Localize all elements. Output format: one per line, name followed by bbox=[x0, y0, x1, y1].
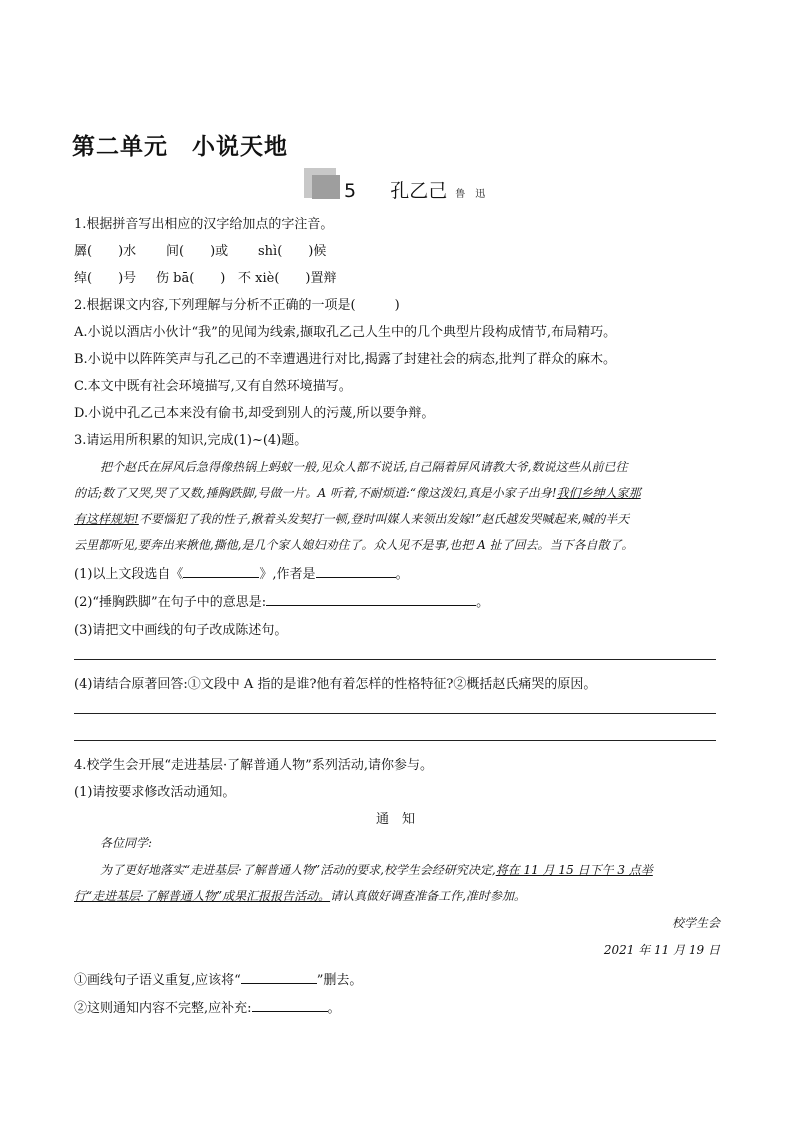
lesson-number: 5 bbox=[344, 180, 357, 202]
q1-item: 绰( )号 bbox=[74, 271, 137, 286]
answer-blank[interactable] bbox=[316, 563, 396, 578]
q2-option-b: B.小说中以阵阵笑声与孔乙己的不幸遭遇进行对比,揭露了封建社会的病态,批判了群众的麻木。 bbox=[74, 352, 616, 367]
lesson-name: 孔乙己 bbox=[390, 180, 448, 202]
q1-item: shì( )候 bbox=[258, 244, 327, 259]
passage-line bbox=[74, 510, 629, 527]
q1-item: 不 xiè( )置辩 bbox=[238, 271, 337, 286]
q2-option-d: D.小说中孔乙己本来没有偷书,却受到别人的污蔑,所以要争辩。 bbox=[74, 406, 435, 421]
notice-title: 通 知 bbox=[376, 812, 416, 827]
q1-item: 羼( )水 bbox=[74, 244, 137, 259]
passage-line: 云里都听见,要奔出来揪他,撕他,是几个家人媳妇劝住了。众人见不是事,也把 A 扯了回去。当下各自散了。 bbox=[74, 538, 634, 552]
q2-prompt: 2.根据课文内容,下列理解与分析不正确的一项是( ) bbox=[74, 298, 400, 313]
notice-underlined: 将在 11 月 15 日下午 3 点举 bbox=[495, 863, 653, 877]
q3-sub4: (4)请结合原著回答:①文段中 A 指的是谁?他有着怎样的性格特征?②概括赵氏痛哭的原因。 bbox=[74, 677, 597, 692]
q4-item1-text: ”删去。 bbox=[316, 973, 363, 988]
q2-option-c: C.本文中既有社会环境描写,又有自然环境描写。 bbox=[74, 379, 352, 394]
q1-item: 伤 bā( ) bbox=[156, 271, 226, 286]
answer-line[interactable] bbox=[74, 740, 716, 741]
answer-blank[interactable] bbox=[183, 563, 259, 578]
answer-blank[interactable] bbox=[241, 969, 317, 984]
passage-text: 的话;数了又哭,哭了又数,捶胸跌脚,号做一片。A 听着,不耐烦道:“像这泼妇,真是小家子出身! bbox=[74, 486, 557, 500]
notice-text: 为了更好地落实“走进基层·了解普通人物”活动的要求,校学生会经研究决定, bbox=[100, 863, 496, 877]
notice-text: 请认真做好调查准备工作,准时参加。 bbox=[330, 889, 526, 903]
notice-body-line bbox=[100, 861, 653, 878]
q4-item1 bbox=[74, 969, 362, 988]
q3-sub3: (3)请把文中画线的句子改成陈述句。 bbox=[74, 623, 288, 638]
q4-prompt: 4.校学生会开展“走进基层·了解普通人物”系列活动,请你参与。 bbox=[74, 758, 433, 773]
unit-title: 第二单元 小说天地 bbox=[72, 134, 288, 160]
q3-sub2-text: 。 bbox=[476, 595, 490, 610]
q3-sub2 bbox=[74, 591, 489, 610]
q3-sub2-text: (2)“捶胸跌脚”在句子中的意思是: bbox=[74, 595, 267, 610]
q4-item2-text: ②这则通知内容不完整,应补充: bbox=[74, 1001, 252, 1016]
answer-blank[interactable] bbox=[252, 997, 328, 1012]
notice-body-line bbox=[74, 887, 526, 904]
q2-option-a: A.小说以酒店小伙计“我”的见闻为线索,撷取孔乙己人生中的几个典型片段构成情节,布局精巧。 bbox=[74, 325, 617, 340]
passage-text: 不要惱犯了我的性子,揪着头发契打一顿,登时叫媒人来领出发嫁!”赵氏越发哭喊起来,喊的半天 bbox=[138, 512, 630, 526]
lesson-author: 鲁 迅 bbox=[455, 189, 486, 200]
passage-underlined: 我们乡绅人家那 bbox=[556, 486, 641, 500]
q3-sub1-text: 。 bbox=[395, 567, 409, 582]
notice-date: 2021 年 11 月 19 日 bbox=[603, 943, 720, 957]
q4-sub1: (1)请按要求修改活动通知。 bbox=[74, 785, 236, 800]
passage-line bbox=[74, 484, 641, 501]
lesson-title bbox=[344, 176, 485, 203]
q3-prompt: 3.请运用所积累的知识,完成(1)~(4)题。 bbox=[74, 433, 308, 448]
q1-item: 间( )或 bbox=[166, 244, 229, 259]
answer-line[interactable] bbox=[74, 659, 716, 660]
q3-sub1-text: (1)以上文段选自《 bbox=[74, 567, 184, 582]
q4-item2-text: 。 bbox=[327, 1001, 341, 1016]
notice-greeting: 各位同学: bbox=[100, 836, 153, 850]
notice-underlined: 行“走进基层·了解普通人物”成果汇报报告活动。 bbox=[74, 889, 331, 903]
notice-signer: 校学生会 bbox=[671, 916, 720, 930]
q3-sub1 bbox=[74, 563, 409, 582]
answer-blank[interactable] bbox=[266, 591, 476, 606]
q4-item2 bbox=[74, 997, 341, 1016]
q3-sub1-text: 》,作者是 bbox=[259, 567, 316, 582]
lesson-decoration-shadow bbox=[312, 175, 340, 199]
q1-prompt: 1.根据拼音写出相应的汉字给加点的字注音。 bbox=[74, 217, 334, 232]
passage-underlined: 有这样规矩! bbox=[74, 512, 139, 526]
passage-line: 把个赵氏在屏风后急得像热锅上蚂蚁一般,见众人都不说话,自己隔着屏风请教大爷,数说这些从前已往 bbox=[100, 460, 628, 474]
answer-line[interactable] bbox=[74, 713, 716, 714]
q4-item1-text: ①画线句子语义重复,应该将“ bbox=[74, 973, 241, 988]
